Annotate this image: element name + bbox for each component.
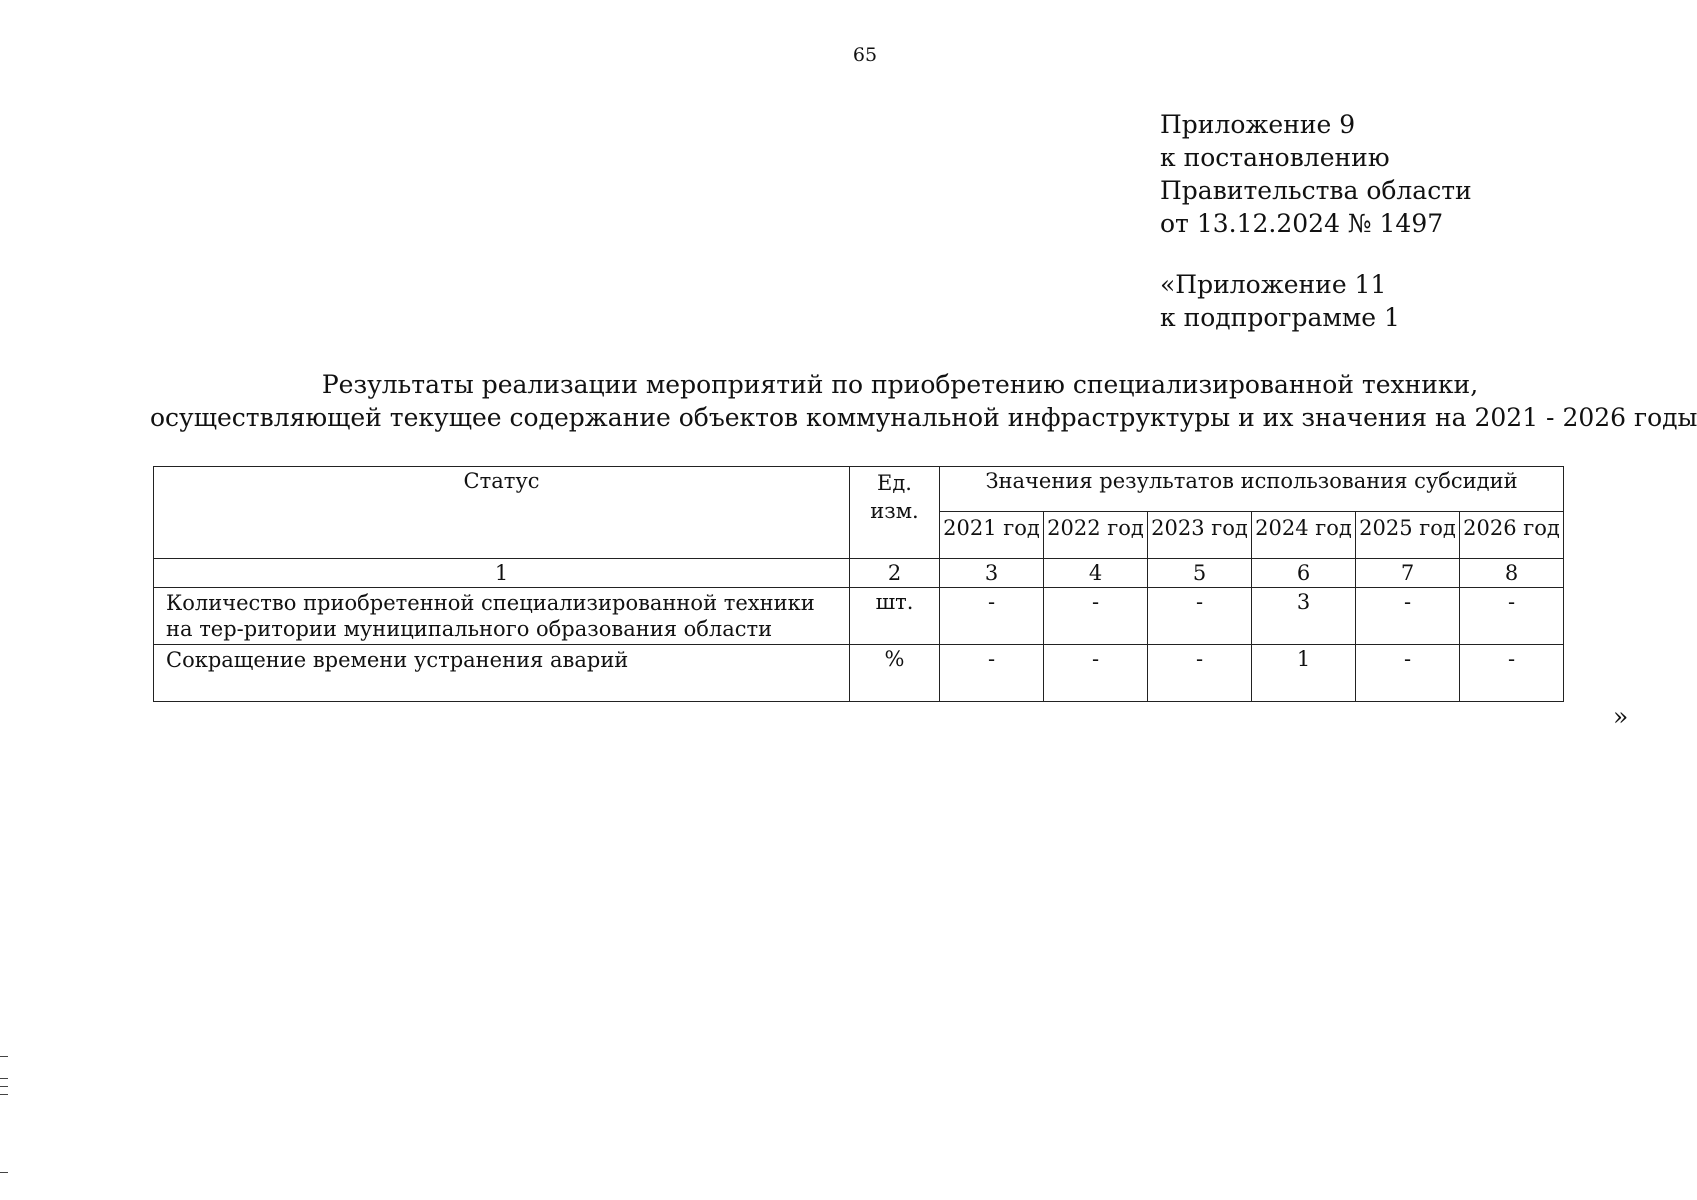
- header-year: 2026 год: [1460, 512, 1564, 559]
- row-value: -: [1356, 645, 1460, 702]
- scan-edge-mark: [0, 1078, 8, 1079]
- header-group: Значения результатов использования субсидий: [940, 467, 1564, 512]
- row-value: -: [1460, 588, 1564, 645]
- scan-edge-mark: [0, 1086, 8, 1087]
- column-number: 8: [1460, 559, 1564, 588]
- title-line: осуществляющей текущее содержание объектов коммунальной инфраструктуры и их значения на 2021 - 2026 годы: [150, 403, 1697, 432]
- column-number: 2: [850, 559, 940, 588]
- row-value: -: [1044, 645, 1148, 702]
- row-value: 1: [1252, 645, 1356, 702]
- results-table: [153, 466, 1564, 702]
- header-year: 2024 год: [1252, 512, 1356, 559]
- row-unit: шт.: [850, 588, 940, 645]
- column-number: 1: [154, 559, 850, 588]
- title-line: Результаты реализации мероприятий по приобретению специализированной техники,: [321, 370, 1479, 399]
- header-status: Статус: [154, 467, 850, 559]
- table-row: [154, 645, 1564, 702]
- appendix-prev-block: [1160, 268, 1400, 334]
- appendix-prev-line: к подпрограмме 1: [1160, 303, 1400, 332]
- appendix-line: от 13.12.2024 № 1497: [1160, 209, 1444, 238]
- column-number: 4: [1044, 559, 1148, 588]
- appendix-block: [1160, 108, 1472, 240]
- scan-edge-mark: [0, 1094, 8, 1095]
- header-year: 2025 год: [1356, 512, 1460, 559]
- row-value: -: [940, 588, 1044, 645]
- row-value: 3: [1252, 588, 1356, 645]
- header-year: 2021 год: [940, 512, 1044, 559]
- header-year: 2023 год: [1148, 512, 1252, 559]
- column-number: 6: [1252, 559, 1356, 588]
- column-number: 7: [1356, 559, 1460, 588]
- scan-edge-mark: [0, 1172, 8, 1173]
- header-year: 2022 год: [1044, 512, 1148, 559]
- appendix-line: Правительства области: [1160, 176, 1472, 205]
- appendix-line: Приложение 9: [1160, 110, 1356, 139]
- page-number: 65: [852, 44, 878, 66]
- scan-edge-mark: [0, 1056, 8, 1057]
- row-value: -: [1044, 588, 1148, 645]
- document-title: [150, 368, 1697, 434]
- row-unit: %: [850, 645, 940, 702]
- column-number-row: [154, 559, 1564, 588]
- column-number: 3: [940, 559, 1044, 588]
- table-row: [154, 588, 1564, 645]
- row-status: Количество приобретенной специализированной техники на тер-ритории муниципального образования области: [154, 588, 850, 645]
- column-number: 5: [1148, 559, 1252, 588]
- appendix-line: к постановлению: [1160, 143, 1390, 172]
- row-value: -: [1460, 645, 1564, 702]
- row-status: Сокращение времени устранения аварий: [154, 645, 850, 702]
- row-value: -: [1356, 588, 1460, 645]
- row-value: -: [940, 645, 1044, 702]
- closing-quote: »: [1613, 702, 1629, 731]
- row-value: -: [1148, 645, 1252, 702]
- row-value: -: [1148, 588, 1252, 645]
- header-unit: Ед. изм.: [850, 467, 940, 559]
- appendix-prev-line: «Приложение 11: [1160, 270, 1387, 299]
